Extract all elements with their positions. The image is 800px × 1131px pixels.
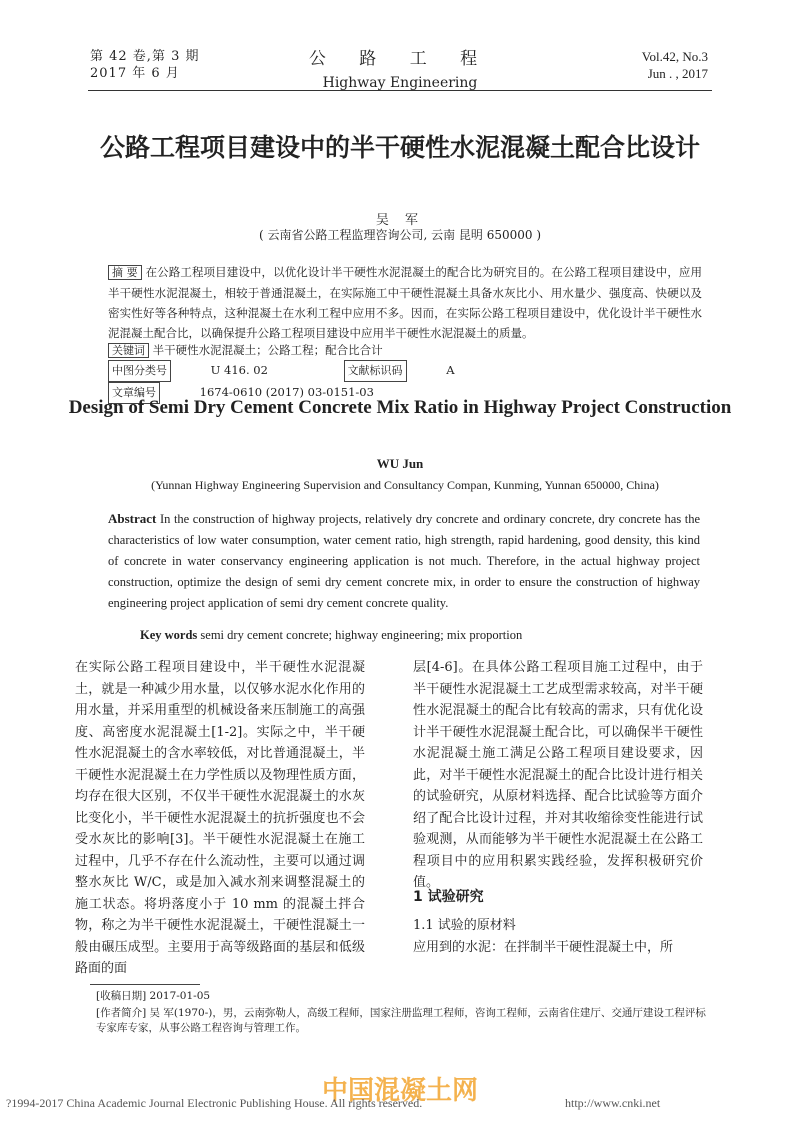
abstract-cn <box>108 262 702 343</box>
clc-value: U 416. 02 <box>210 363 268 377</box>
journal-name-cn: 公 路 工 程 <box>308 49 492 69</box>
doc-code-value: A <box>446 363 455 377</box>
abstract-en-label: Abstract <box>108 511 157 526</box>
affiliation-en: (Yunnan Highway Engineering Supervision and Consultancy Compan, Kunming, Yunnan 650000, China) <box>151 478 659 492</box>
keywords-en <box>140 628 700 643</box>
volume-issue-cn: 第 42 卷,第 3 期 <box>90 49 200 64</box>
date-en: Jun . , 2017 <box>647 66 708 81</box>
author-cn: 吴 军 <box>375 213 425 228</box>
footnote-divider <box>90 984 200 985</box>
footer-url[interactable]: http://www.cnki.net <box>565 1096 661 1110</box>
date-cn: 2017 年 6 月 <box>90 66 180 81</box>
doc-code-label: 文献标识码 <box>344 360 407 382</box>
affiliation-cn: ( 云南省公路工程监理咨询公司, 云南 昆明 650000 ) <box>258 228 542 242</box>
body-column-left: 在实际公路工程项目建设中，半干硬性水泥混凝土，就是一种减少用水量，以仅够水泥水化作用的用水量，并采用重型的机械设备来压制施工的高强度、高密度水泥混凝土[1-2]。实际之中，半干硬性水泥混凝土的含水率较低，对比普通混凝土，半干硬性水泥混凝土在力学性质以及物理性质方面，均存在很大区别，不仅半干硬性水泥混凝土的水灰比变化小，半干硬性水泥混凝土的抗折强度也不会受水灰比的影响[3]。半干硬性水泥混凝土在施工过程中，几乎不存在什么流动性，主要可以通过调整水灰比 W/C，或是加入减水剂来调整混凝土的施工状态。将坍落度小于 10 mm 的混凝土拌合物，称之为半干硬性水泥混凝土，干硬性混凝土一般由碾压成型。主要用于高等级路面的基层和低级路面的面 <box>75 660 365 976</box>
clc-label: 中图分类号 <box>108 360 171 382</box>
section-1-1-text: 应用到的水泥：在拌制半干硬性混凝土中，所 <box>413 940 674 955</box>
journal-name-en: Highway Engineering <box>322 75 478 91</box>
volume-issue-en: Vol.42, No.3 <box>641 49 708 64</box>
abstract-cn-label: 摘 要 <box>108 265 142 280</box>
keywords-cn <box>108 340 702 361</box>
article-no-value: 1674-0610 (2017) 03-0151-03 <box>199 385 374 399</box>
section-heading-1-1: 1.1 试验的原材料 <box>413 918 516 933</box>
footer-copyright: ?1994-2017 China Academic Journal Electronic Publishing House. All rights reserved. <box>6 1096 423 1110</box>
keywords-cn-text: 半干硬性水泥混凝土；公路工程；配合比合计 <box>152 343 383 357</box>
keywords-en-label: Key words <box>140 628 198 642</box>
abstract-en <box>108 508 700 614</box>
footnote-author-label: [作者简介] <box>96 1007 147 1019</box>
paper-title-en: Design of Semi Dry Cement Concrete Mix Ratio in Highway Project Construction <box>68 397 732 418</box>
abstract-en-text: In the construction of highway projects, relatively dry concrete and ordinary concrete, dry concrete has the characteristics of low water consumption, water cement ratio, high strength, rapid hardening, good density, this kind of concrete in water conservancy engineering application is not much. Therefore, in the actual highway project construction, optimize the design of semi dry cement concrete mix, in order to ensure the construction of highway engineering project application of semi dry cement concrete quality. <box>108 512 701 610</box>
article-no-label: 文章编号 <box>108 382 160 404</box>
keywords-en-text: semi dry cement concrete; highway engineering; mix proportion <box>200 628 523 642</box>
body-column-right: 层[4-6]。在具体公路工程项目施工过程中，由于半干硬性水泥混凝土工艺成型需求较高，对半干硬性水泥混凝土的配合比有较高的需求，只有优化设计半干硬性水泥混凝土配合比，可以确保半干硬性水泥混凝土施工满足公路工程项目建设要求，因此，对半干硬性水泥混凝土的配合比设计进行相关的试验研究，从原材料选择、配合比试验等方面介绍了配合比设计过程，并对其收缩徐变性能进行试验观测，从而能够为半干硬性水泥混凝土在公路工程项目中的应用积累实践经验，发挥积极研究价值。 <box>413 660 703 890</box>
section-heading-1: 1 试验研究 <box>413 889 484 905</box>
watermark-logo: 中国混凝土网 <box>321 1076 478 1106</box>
footnote-author-text: 吴 军(1970-)，男，云南弥勒人，高级工程师，国家注册监理工程师，咨询工程师，云南省住建厅、交通厅建设工程评标专家库专家，从事公路工程咨询与管理工作。 <box>96 1007 706 1034</box>
footnote-author <box>96 1006 716 1036</box>
paper-title-cn: 公路工程项目建设中的半干硬性水泥混凝土配合比设计 <box>99 133 700 162</box>
header-volume-en <box>642 48 708 82</box>
abstract-cn-text: 在公路工程项目建设中，以优化设计半干硬性水泥混凝土的配合比为研究目的。在公路工程项目建设中，应用半干硬性水泥混凝土，相较于普通混凝土，在实际施工中干硬性混凝土具备水灰比小、用水量少、强度高、快硬以及密实性好等各种特点，这种混凝土在水利工程中应用不多。因而，在实际公路工程项目建设中，优化设计半干硬性水泥混凝土配合比，以确保提升公路工程项目建设中应用半干硬性水泥混凝土的质量。 <box>108 265 703 340</box>
author-en: WU Jun <box>376 456 424 471</box>
keywords-cn-label: 关键词 <box>108 343 149 358</box>
header-divider <box>88 90 712 91</box>
footnote-received: [收稿日期] 2017-01-05 <box>96 990 211 1002</box>
